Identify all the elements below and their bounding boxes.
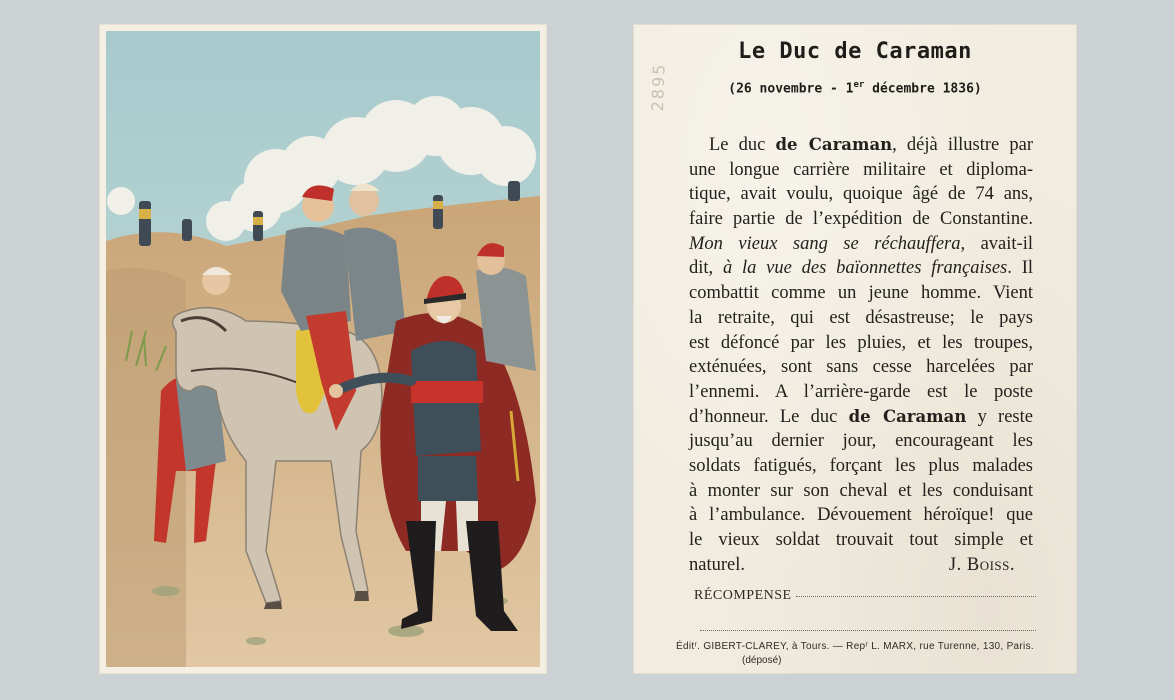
text-line: Le duc de Caraman, déjà illustre par — [709, 135, 1033, 155]
text-line: l’ennemi. A l’arrière-garde est le poste — [689, 381, 1033, 402]
reward-dotted-line-2 — [700, 630, 1036, 631]
text-line: est défoncé par les pluies, et les troupes, — [689, 332, 1033, 353]
picture-card — [100, 25, 546, 673]
text-line: faire partie de l’expédition de Constantine. — [689, 209, 1033, 230]
text-card — [634, 25, 1076, 673]
text-line: tique, avait voulu, quoique âgé de 74 ans, — [689, 184, 1033, 205]
reward-line — [694, 588, 1036, 604]
text-line: la retraite, qui est désastreuse; le pays — [689, 307, 1033, 328]
reward-dotted-line — [796, 595, 1036, 597]
text-line: exténuées, sont sans cesse harcelées par — [689, 357, 1033, 378]
text-line: combattit comme un jeune homme. Vient — [689, 283, 1033, 304]
chromolithograph-illustration — [106, 31, 540, 667]
pencil-annotation: 2895 — [648, 62, 669, 112]
text-line: Mon vieux sang se réchauffera, avait-il — [689, 233, 1033, 254]
text-line: soldats fatigués, forçant les plus malades — [689, 455, 1033, 476]
text-line-last — [689, 553, 1033, 578]
story-text — [689, 133, 1033, 577]
text-line: jusqu’au dernier jour, encourageant les — [689, 431, 1033, 452]
reward-label: RÉCOMPENSE — [694, 588, 792, 603]
text-line: une longue carrière militaire et diploma- — [689, 159, 1033, 180]
card-dates: (26 novembre - 1er décembre 1836) — [728, 80, 982, 97]
publisher-footer-note: (déposé) — [742, 655, 782, 666]
author-signature: J. Boiss. — [948, 554, 1015, 575]
closing-word: naturel. — [689, 554, 745, 575]
text-line: dit, à la vue des baïonnettes françaises. Il — [689, 258, 1033, 279]
publisher-footer: Éditʳ. GIBERT-CLAREY, à Tours. — Repʳ L. MARX, rue Turenne, 130, Paris. — [676, 641, 1034, 652]
text-line: à monter sur son cheval et les conduisant — [689, 480, 1033, 501]
card-title: Le Duc de Caraman — [738, 39, 972, 64]
text-line: le vieux soldat trouvait tout simple et — [689, 530, 1033, 550]
text-line: à l’ambulance. Dévouement héroïque! que — [689, 505, 1033, 526]
text-line: d’honneur. Le duc de Caraman y reste — [689, 406, 1033, 427]
